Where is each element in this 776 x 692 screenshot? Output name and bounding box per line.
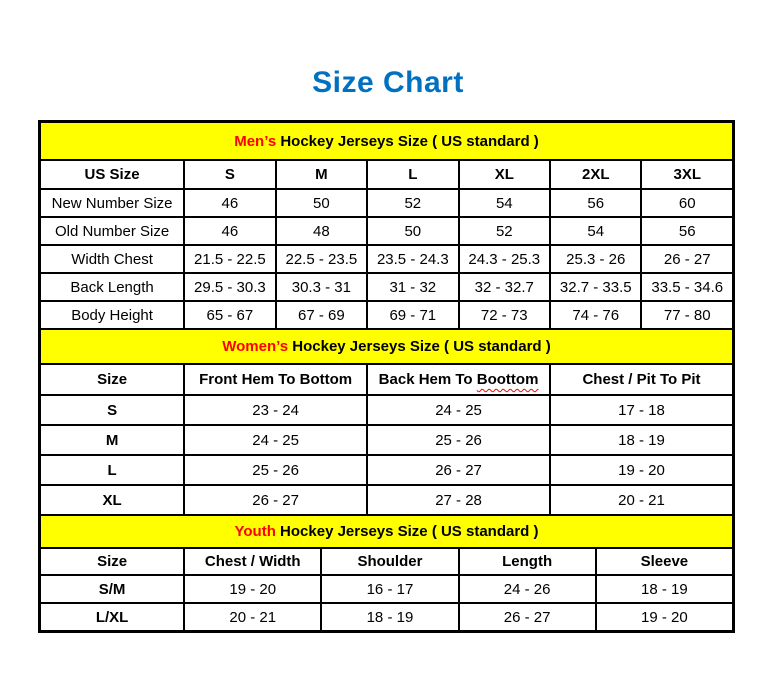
value-cell: 54	[550, 217, 641, 245]
value-cell: 18 - 19	[596, 575, 733, 603]
value-cell: 56	[641, 217, 733, 245]
value-cell: 60	[641, 189, 733, 217]
value-cell: 72 - 73	[459, 301, 550, 329]
value-cell: 20 - 21	[550, 485, 733, 515]
table-row	[40, 217, 733, 245]
row-label: L	[40, 455, 184, 485]
value-cell: 50	[367, 217, 458, 245]
value-cell: 32 - 32.7	[459, 273, 550, 301]
table-row	[40, 455, 733, 485]
value-cell: 22.5 - 23.5	[276, 245, 367, 273]
column-header: Size	[40, 548, 184, 575]
value-cell: 67 - 69	[276, 301, 367, 329]
column-header: 2XL	[550, 160, 641, 189]
column-header: Back Hem To Boottom	[367, 364, 550, 395]
value-cell: 74 - 76	[550, 301, 641, 329]
value-cell: 56	[550, 189, 641, 217]
value-cell: 48	[276, 217, 367, 245]
value-cell: 26 - 27	[184, 485, 367, 515]
column-header: Length	[459, 548, 596, 575]
value-cell: 19 - 20	[596, 603, 733, 631]
table-row	[40, 425, 733, 455]
value-cell: 26 - 27	[641, 245, 733, 273]
value-cell: 46	[184, 189, 275, 217]
row-label: New Number Size	[40, 189, 184, 217]
section-band-highlight: Women’s	[222, 338, 289, 355]
section-table-youth	[39, 514, 734, 632]
value-cell: 24 - 25	[184, 425, 367, 455]
value-cell: 26 - 27	[367, 455, 550, 485]
column-header: Chest / Pit To Pit	[550, 364, 733, 395]
value-cell: 25.3 - 26	[550, 245, 641, 273]
table-row	[40, 273, 733, 301]
value-cell: 52	[459, 217, 550, 245]
column-header: Size	[40, 364, 184, 395]
value-cell: 52	[367, 189, 458, 217]
value-cell: 19 - 20	[184, 575, 321, 603]
table-row	[40, 245, 733, 273]
value-cell: 77 - 80	[641, 301, 733, 329]
column-header: 3XL	[641, 160, 733, 189]
value-cell: 23 - 24	[184, 395, 367, 425]
column-header: Front Hem To Bottom	[184, 364, 367, 395]
column-header: L	[367, 160, 458, 189]
value-cell: 31 - 32	[367, 273, 458, 301]
value-cell: 19 - 20	[550, 455, 733, 485]
section-table-womens	[39, 328, 734, 516]
value-cell: 65 - 67	[184, 301, 275, 329]
column-header-row	[40, 160, 733, 189]
value-cell: 24.3 - 25.3	[459, 245, 550, 273]
table-row	[40, 395, 733, 425]
column-header: M	[276, 160, 367, 189]
table-row	[40, 603, 733, 631]
value-cell: 16 - 17	[321, 575, 458, 603]
value-cell: 32.7 - 33.5	[550, 273, 641, 301]
row-label: L/XL	[40, 603, 184, 631]
value-cell: 18 - 19	[550, 425, 733, 455]
value-cell: 23.5 - 24.3	[367, 245, 458, 273]
page-title: Size Chart	[312, 66, 464, 99]
row-label: S	[40, 395, 184, 425]
section-band-highlight: Youth	[234, 523, 276, 540]
table-row	[40, 189, 733, 217]
value-cell: 26 - 27	[459, 603, 596, 631]
column-header: Chest / Width	[184, 548, 321, 575]
value-cell: 69 - 71	[367, 301, 458, 329]
column-header-row	[40, 364, 733, 395]
section-table-mens	[39, 121, 734, 330]
column-header: US Size	[40, 160, 184, 189]
value-cell: 46	[184, 217, 275, 245]
value-cell: 20 - 21	[184, 603, 321, 631]
table-row	[40, 301, 733, 329]
row-label: XL	[40, 485, 184, 515]
column-header-row	[40, 548, 733, 575]
value-cell: 25 - 26	[184, 455, 367, 485]
row-label: Body Height	[40, 301, 184, 329]
row-label: Back Length	[40, 273, 184, 301]
value-cell: 50	[276, 189, 367, 217]
value-cell: 33.5 - 34.6	[641, 273, 733, 301]
value-cell: 17 - 18	[550, 395, 733, 425]
misspelled-word: Boottom	[476, 371, 539, 388]
table-row	[40, 575, 733, 603]
value-cell: 24 - 26	[459, 575, 596, 603]
column-header: Sleeve	[596, 548, 733, 575]
value-cell: 21.5 - 22.5	[184, 245, 275, 273]
size-chart-table	[38, 120, 735, 633]
column-header: XL	[459, 160, 550, 189]
table-row	[40, 485, 733, 515]
section-band-highlight: Men’s	[234, 132, 277, 150]
value-cell: 30.3 - 31	[276, 273, 367, 301]
row-label: S/M	[40, 575, 184, 603]
column-header: Shoulder	[321, 548, 458, 575]
value-cell: 25 - 26	[367, 425, 550, 455]
row-label: Old Number Size	[40, 217, 184, 245]
column-header: S	[184, 160, 275, 189]
section-band-mens: Men’s Hockey Jerseys Size ( US standard )	[40, 122, 733, 160]
section-band-youth: Youth Hockey Jerseys Size ( US standard )	[40, 515, 733, 548]
value-cell: 27 - 28	[367, 485, 550, 515]
value-cell: 29.5 - 30.3	[184, 273, 275, 301]
row-label: Width Chest	[40, 245, 184, 273]
row-label: M	[40, 425, 184, 455]
section-band-womens: Women’s Hockey Jerseys Size ( US standard )	[40, 329, 733, 364]
value-cell: 18 - 19	[321, 603, 458, 631]
value-cell: 24 - 25	[367, 395, 550, 425]
value-cell: 54	[459, 189, 550, 217]
